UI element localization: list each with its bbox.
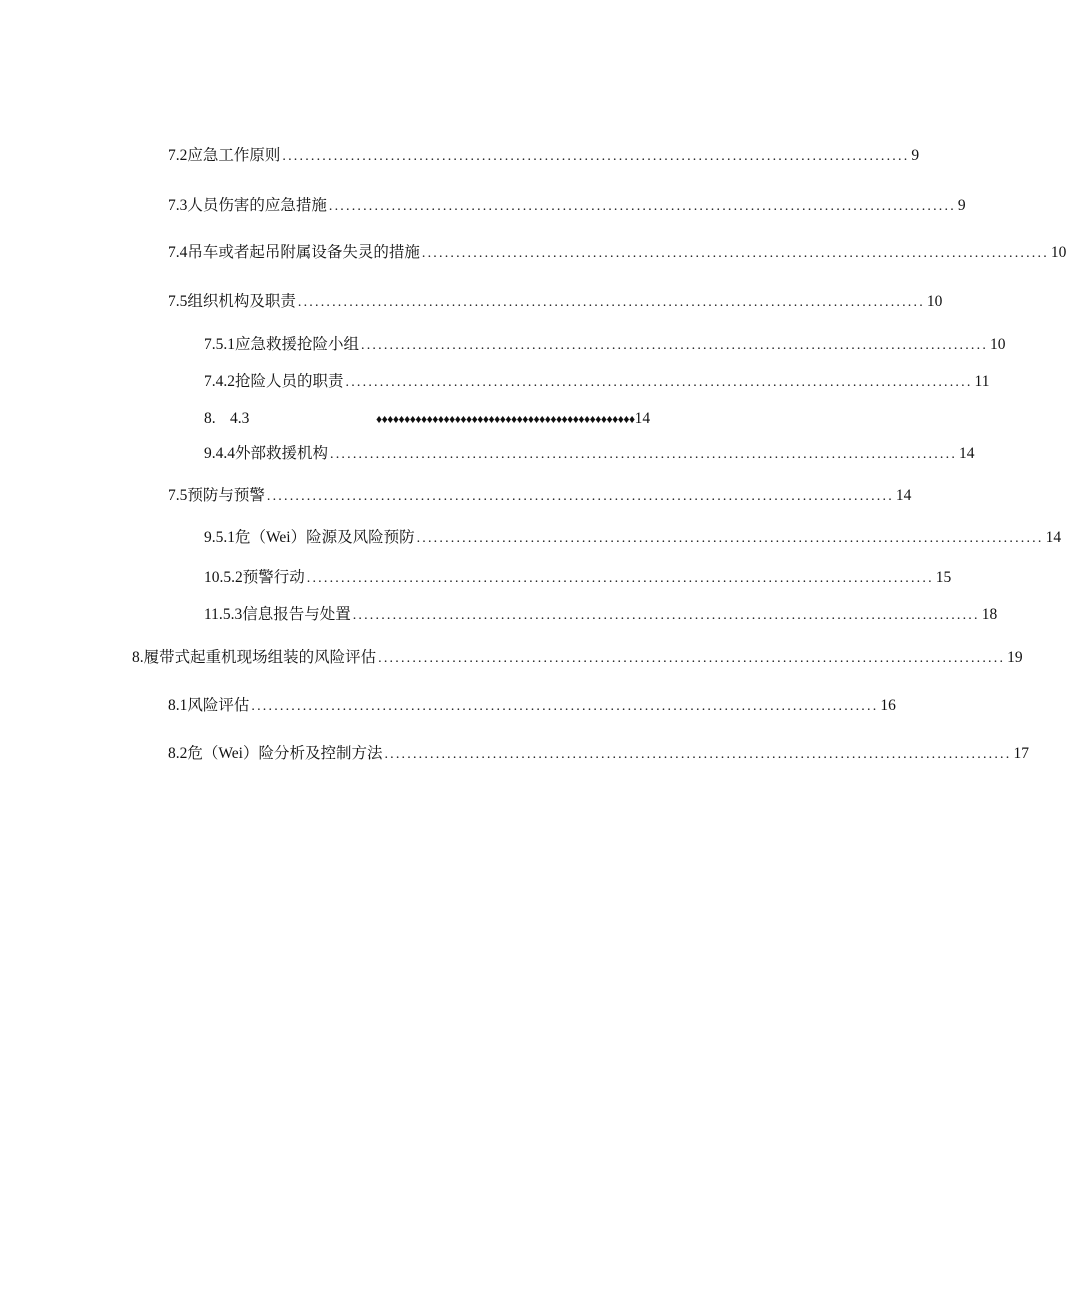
toc-page-number: 18 [981, 606, 998, 623]
toc-page-number: 16 [880, 697, 896, 714]
toc-leader: .............................................................................................................. [384, 747, 1012, 762]
toc-page-number: 14 [895, 487, 912, 504]
toc-page-number: 14 [1045, 529, 1062, 546]
toc-leader: .............................................................................................................. [352, 608, 980, 623]
toc-page-number: 14 [959, 445, 975, 462]
toc-leader: .............................................................................................................. [282, 149, 910, 164]
toc-entry-7-2[interactable] [168, 146, 920, 167]
toc-number: 7.3 [168, 197, 188, 214]
toc-number: 10. [204, 569, 224, 586]
toc-page-number: 9 [911, 147, 920, 164]
toc-leader: .............................................................................................................. [330, 447, 958, 462]
toc-number: 7.4 [168, 244, 188, 261]
toc-page-number: 19 [1007, 649, 1023, 666]
toc-title: 吊车或者起吊附属设备失灵的措施 [187, 244, 420, 261]
toc-leader: .............................................................................................................. [361, 338, 989, 353]
toc-leader: .............................................................................................................. [378, 651, 1006, 666]
toc-title: 4.3 [230, 410, 250, 427]
toc-number: 9. [204, 529, 216, 546]
toc-number: 8.2 [168, 745, 188, 762]
toc-title: 风险评估 [187, 697, 250, 714]
toc-entry-7-5-prevention[interactable] [168, 486, 912, 507]
toc-title: 4.4外部救援机构 [215, 445, 329, 462]
toc-title: 5.3信息报告与处置 [222, 606, 351, 623]
toc-page-number: 17 [1013, 745, 1029, 762]
toc-page-number: 9 [957, 197, 966, 214]
toc-number: 8.1 [168, 697, 188, 714]
toc-page-number: 10 [1050, 244, 1066, 261]
toc-number: 7.5 [168, 487, 188, 504]
toc-page-number: 15 [935, 569, 952, 586]
toc-entry-4-2[interactable] [204, 372, 990, 393]
toc-leader: .............................................................................................................. [306, 571, 934, 586]
toc-number: 9. [204, 445, 216, 462]
toc-number: 7. [204, 373, 216, 390]
toc-leader: .............................................................................................................. [421, 246, 1049, 261]
toc-title: 5.1危（Wei）险源及风险预防 [215, 529, 415, 546]
toc-leader: .............................................................................................................. [328, 199, 956, 214]
toc-title: 危（Wei）险分析及控制方法 [187, 745, 383, 762]
toc-title: 4.2抢险人员的职责 [215, 373, 344, 390]
toc-title: 组织机构及职责 [187, 293, 296, 310]
toc-entry-8-1[interactable] [168, 696, 896, 717]
toc-number: 11. [204, 606, 223, 623]
toc-entry-5-2[interactable] [204, 568, 952, 589]
toc-number: 8. [132, 649, 144, 666]
toc-leader: .............................................................................................................. [416, 531, 1044, 546]
toc-page-number: 10 [990, 336, 1006, 353]
toc-entry-4-4[interactable] [204, 444, 975, 465]
toc-title: 人员伤害的应急措施 [187, 197, 327, 214]
toc-title: 应急救援抢险小组 [235, 336, 360, 353]
toc-entry-8-2[interactable] [168, 744, 1029, 765]
toc-entry-7-3[interactable] [168, 196, 966, 217]
toc-page-number: 11 [974, 373, 990, 390]
toc-entry-8[interactable] [132, 648, 1023, 669]
toc-entry-5-3[interactable] [204, 605, 998, 626]
toc-number: 7.5.1 [204, 336, 235, 353]
toc-entry-5-1[interactable] [204, 528, 1062, 549]
toc-title: 应急工作原则 [187, 147, 281, 164]
toc-diamond-leader: ♦♦♦♦♦♦♦♦♦♦♦♦♦♦♦♦♦♦♦♦♦♦♦♦♦♦♦♦♦♦♦♦♦♦♦♦♦♦♦♦♦♦♦♦♦♦ [376, 412, 635, 426]
toc-page-number: 14 [634, 410, 651, 427]
toc-entry-7-5-1[interactable] [204, 335, 1006, 356]
toc-number: 7.5 [168, 293, 188, 310]
toc-leader: .............................................................................................................. [297, 295, 925, 310]
toc-page-number: 10 [926, 293, 943, 310]
toc-number: 7.2 [168, 147, 188, 164]
toc-title: 预防与预警 [187, 487, 265, 504]
toc-entry-4-3[interactable] [204, 409, 808, 429]
toc-title: 5.2预警行动 [223, 569, 305, 586]
toc-leader: .............................................................................................................. [266, 489, 894, 504]
toc-leader: .............................................................................................................. [251, 699, 879, 714]
toc-title: 履带式起重机现场组装的风险评估 [143, 649, 377, 666]
toc-entry-7-4[interactable] [168, 243, 1066, 264]
toc-leader: .............................................................................................................. [345, 375, 973, 390]
toc-number: 8. [204, 410, 216, 427]
toc-entry-7-5[interactable] [168, 292, 943, 313]
